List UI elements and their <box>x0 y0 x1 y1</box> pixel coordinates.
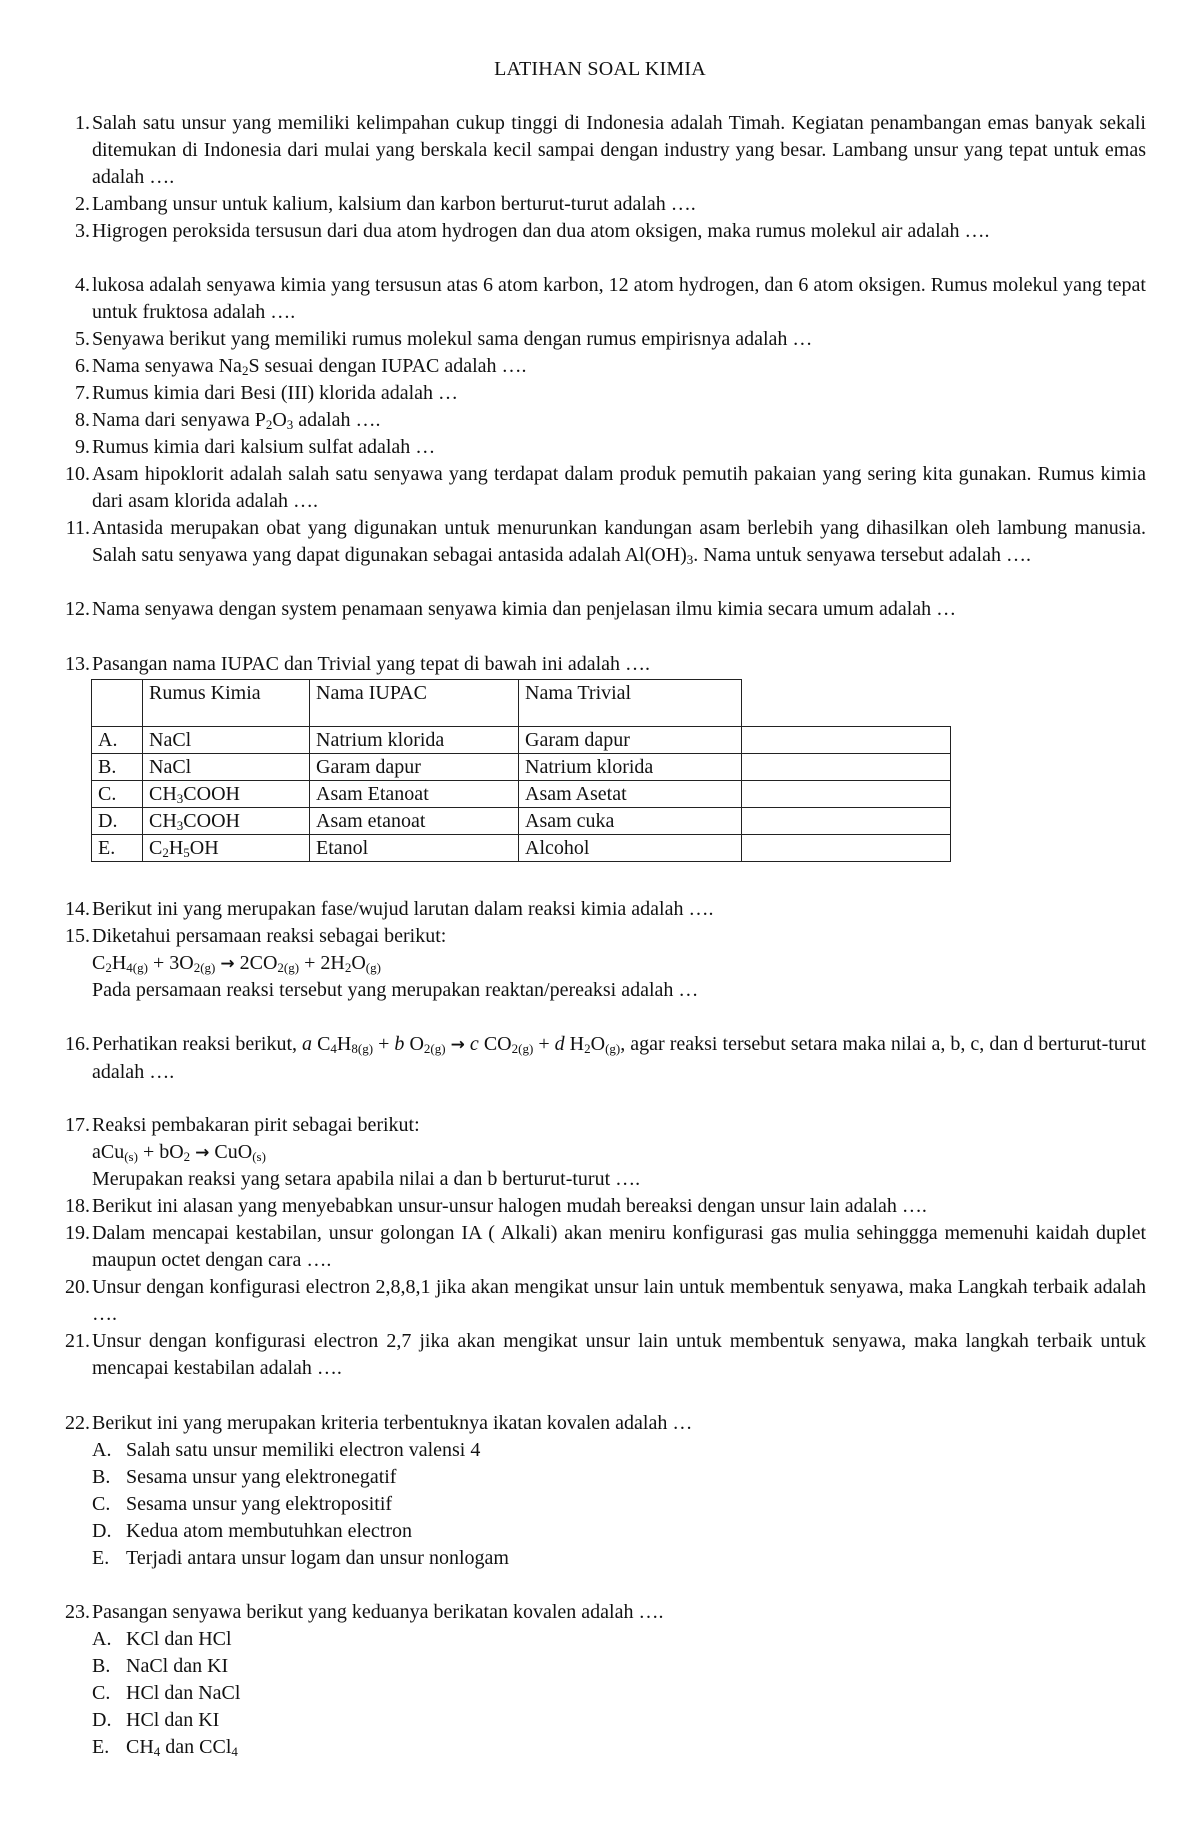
question-18 <box>56 1193 1146 1220</box>
iupac-trivial-table <box>91 679 951 862</box>
question-text: Pasangan nama IUPAC dan Trivial yang tepat di bawah ini adalah …. <box>92 653 651 675</box>
question-text: Unsur dengan konfigurasi electron 2,8,8,1 jika akan mengikat unsur lain untuk membentuk senyawa, maka Langkah terbaik adalah …. <box>92 1276 1146 1325</box>
question-16 <box>56 1031 1146 1086</box>
table-cell <box>742 727 951 754</box>
table-row <box>92 781 951 808</box>
option-a: A. KCl dan HCl <box>92 1628 232 1650</box>
question-number: 11. <box>65 517 90 539</box>
question-19 <box>56 1220 1146 1274</box>
question-text: Reaksi pembakaran pirit sebagai berikut: <box>92 1114 420 1136</box>
question-text: Nama senyawa dengan system penamaan senyawa kimia dan penjelasan ilmu kimia secara umum adalah … <box>92 598 957 620</box>
question-text: Unsur dengan konfigurasi electron 2,7 jika akan mengikat unsur lain untuk membentuk senyawa, maka langkah terbaik untuk mencapai kestabilan adalah …. <box>92 1330 1146 1379</box>
table-cell: B. <box>92 754 143 781</box>
question-number: 18. <box>65 1195 90 1217</box>
question-number: 7. <box>75 382 90 404</box>
reaction-arrow: → <box>195 1143 210 1163</box>
table-cell: Alcohol <box>519 835 742 862</box>
question-number: 4. <box>75 274 90 296</box>
table-cell: Asam Asetat <box>519 781 742 808</box>
option-a: A. Salah satu unsur memiliki electron valensi 4 <box>92 1439 481 1461</box>
table-cell: D. <box>92 808 143 835</box>
table-cell: Garam dapur <box>519 727 742 754</box>
table-cell: Asam Etanoat <box>310 781 519 808</box>
question-5 <box>56 326 1146 353</box>
question-text: Perhatikan reaksi berikut, a $C_4H_{8(g)} + b$ $O_{2(g)} \to c$ $CO_{2(g)} + d$ $H_2O_{(g)}$, agar reaksi tersebut setara maka nilai a, b, c, dan d berturut-turut adalah …. <box>92 1033 1147 1083</box>
question-10 <box>56 461 1146 515</box>
reaction-equation-17: $aCu_{(s)} + bO_2 \to CuO_{(s)}$ <box>92 1141 266 1164</box>
question-text: Asam hipoklorit adalah salah satu senyawa yang terdapat dalam produk pemutih pakaian yang sering kita gunakan. Rumus kimia dari asam klorida adalah …. <box>92 463 1146 512</box>
question-number: 19. <box>65 1222 90 1244</box>
question-7 <box>56 380 1146 407</box>
question-text: Higrogen peroksida tersusun dari dua atom hydrogen dan dua atom oksigen, maka rumus molekul air adalah …. <box>92 220 990 242</box>
table-cell: A. <box>92 727 143 754</box>
reaction-arrow: → <box>220 954 235 974</box>
table-cell: Natrium klorida <box>310 727 519 754</box>
question-23 <box>56 1599 1146 1626</box>
question-number: 9. <box>75 436 90 458</box>
question-2 <box>56 191 1146 218</box>
question-text: Lambang unsur untuk kalium, kalsium dan karbon berturut-turut adalah …. <box>92 193 696 215</box>
table-row <box>92 754 951 781</box>
question-text: lukosa adalah senyawa kimia yang tersusun atas 6 atom karbon, 12 atom hydrogen, dan 6 atom oksigen. Rumus molekul yang tepat untuk fruktosa adalah …. <box>92 274 1146 323</box>
question-text: Berikut ini alasan yang menyebabkan unsur-unsur halogen mudah bereaksi dengan unsur lain adalah …. <box>92 1195 927 1217</box>
table-cell <box>742 835 951 862</box>
question-number: 10. <box>65 463 90 485</box>
question-number: 20. <box>65 1276 90 1298</box>
table-cell: Etanol <box>310 835 519 862</box>
table-cell: Asam cuka <box>519 808 742 835</box>
question-text: Berikut ini yang merupakan kriteria terbentuknya ikatan kovalen adalah … <box>92 1412 693 1434</box>
table-cell: C. <box>92 781 143 808</box>
table-cell: NaCl <box>143 754 310 781</box>
table-cell: $C_2H_5OH$ <box>143 835 310 862</box>
reaction-equation-15: $C_2H_{4(g)} + 3O_{2(g)} \to 2CO_{2(g)} + 2H_2O_{(g)}$ <box>92 952 381 975</box>
question-text: Dalam mencapai kestabilan, unsur golongan IA ( Alkali) akan meniru konfigurasi gas mulia sehinggga memenuhi kaidah duplet maupun octet dengan cara …. <box>92 1222 1146 1271</box>
table-cell <box>742 781 951 808</box>
question-number: 3. <box>75 220 90 242</box>
question-9 <box>56 434 1146 461</box>
page-title: LATIHAN SOAL KIMIA <box>494 58 706 80</box>
table-cell: Garam dapur <box>310 754 519 781</box>
question-number: 12. <box>65 598 90 620</box>
table-header: Nama Trivial <box>519 680 742 727</box>
question-number: 1. <box>75 112 90 134</box>
question-22 <box>56 1410 1146 1437</box>
question-8 <box>56 407 1146 434</box>
table-cell: $CH_3COOH$ <box>143 781 310 808</box>
question-3 <box>56 218 1146 245</box>
table-cell <box>742 680 951 727</box>
question-1 <box>56 110 1146 191</box>
option-d: D. Kedua atom membutuhkan electron <box>92 1520 413 1542</box>
table-cell: Natrium klorida <box>519 754 742 781</box>
question-6 <box>56 353 1146 380</box>
question-20 <box>56 1274 1146 1328</box>
question-number: 23. <box>65 1601 90 1623</box>
question-number: 17. <box>65 1114 90 1136</box>
question-number: 16. <box>65 1033 90 1055</box>
question-11 <box>56 515 1146 569</box>
table-header-row <box>92 680 951 727</box>
reaction-arrow: → <box>450 1035 465 1055</box>
question-text-continued: Pada persamaan reaksi tersebut yang merupakan reaktan/pereaksi adalah … <box>92 979 699 1001</box>
question-13 <box>56 651 1146 678</box>
question-number: 15. <box>65 925 90 947</box>
question-text-continued: Merupakan reaksi yang setara apabila nilai a dan b berturut-turut …. <box>92 1168 641 1190</box>
table-header: Nama IUPAC <box>310 680 519 727</box>
question-text: Rumus kimia dari kalsium sulfat adalah … <box>92 436 436 458</box>
table-cell <box>92 680 143 727</box>
question-text: Senyawa berikut yang memiliki rumus molekul sama dengan rumus empirisnya adalah … <box>92 328 813 350</box>
question-15 <box>56 923 1146 950</box>
table-row <box>92 727 951 754</box>
question-number: 22. <box>65 1412 90 1434</box>
question-number: 6. <box>75 355 90 377</box>
question-12 <box>56 596 1146 623</box>
question-text: Diketahui persamaan reaksi sebagai berikut: <box>92 925 447 947</box>
table-cell: Asam etanoat <box>310 808 519 835</box>
table-row <box>92 835 951 862</box>
option-e: E. Terjadi antara unsur logam dan unsur nonlogam <box>92 1547 509 1569</box>
table-cell: E. <box>92 835 143 862</box>
question-number: 2. <box>75 193 90 215</box>
question-number: 21. <box>65 1330 90 1352</box>
question-text: Berikut ini yang merupakan fase/wujud larutan dalam reaksi kimia adalah …. <box>92 898 714 920</box>
question-21 <box>56 1328 1146 1382</box>
question-text: Salah satu unsur yang memiliki kelimpahan cukup tinggi di Indonesia adalah Timah. Kegiatan penambangan emas banyak sekali ditemukan di Indonesia dari mulai yang berskala kecil sampai dengan industry yang besar. Lambang unsur yang tepat untuk emas adalah …. <box>92 112 1146 188</box>
option-b: B. NaCl dan KI <box>92 1655 229 1677</box>
question-text: Rumus kimia dari Besi (III) klorida adalah … <box>92 382 459 404</box>
question-text: Antasida merupakan obat yang digunakan untuk menurunkan kandungan asam berlebih yang dihasilkan oleh lambung manusia. Salah satu senyawa yang dapat digunakan sebagai antasida adalah $Al(OH)_3$. Nama untuk senyawa tersebut adalah …. <box>92 517 1146 567</box>
question-text: Nama dari senyawa $P_2O_3$ adalah …. <box>92 409 381 432</box>
question-number: 8. <box>75 409 90 431</box>
table-cell <box>742 808 951 835</box>
question-number: 5. <box>75 328 90 350</box>
option-e: E. $CH_4$ dan CCl$_4$ <box>92 1736 238 1759</box>
question-17 <box>56 1112 1146 1139</box>
question-number: 13. <box>65 653 90 675</box>
question-text: Pasangan senyawa berikut yang keduanya berikatan kovalen adalah …. <box>92 1601 664 1623</box>
question-14 <box>56 896 1146 923</box>
option-b: B. Sesama unsur yang elektronegatif <box>92 1466 397 1488</box>
question-number: 14. <box>65 898 90 920</box>
option-c: C. HCl dan NaCl <box>92 1682 241 1704</box>
table-cell: $CH_3COOH$ <box>143 808 310 835</box>
table-row <box>92 808 951 835</box>
option-c: C. Sesama unsur yang elektropositif <box>92 1493 393 1515</box>
table-cell <box>742 754 951 781</box>
table-cell: NaCl <box>143 727 310 754</box>
question-4 <box>56 272 1146 326</box>
question-text: Nama senyawa $Na_2S$ sesuai dengan IUPAC adalah …. <box>92 355 527 378</box>
table-header: Rumus Kimia <box>143 680 310 727</box>
option-d: D. HCl dan KI <box>92 1709 220 1731</box>
